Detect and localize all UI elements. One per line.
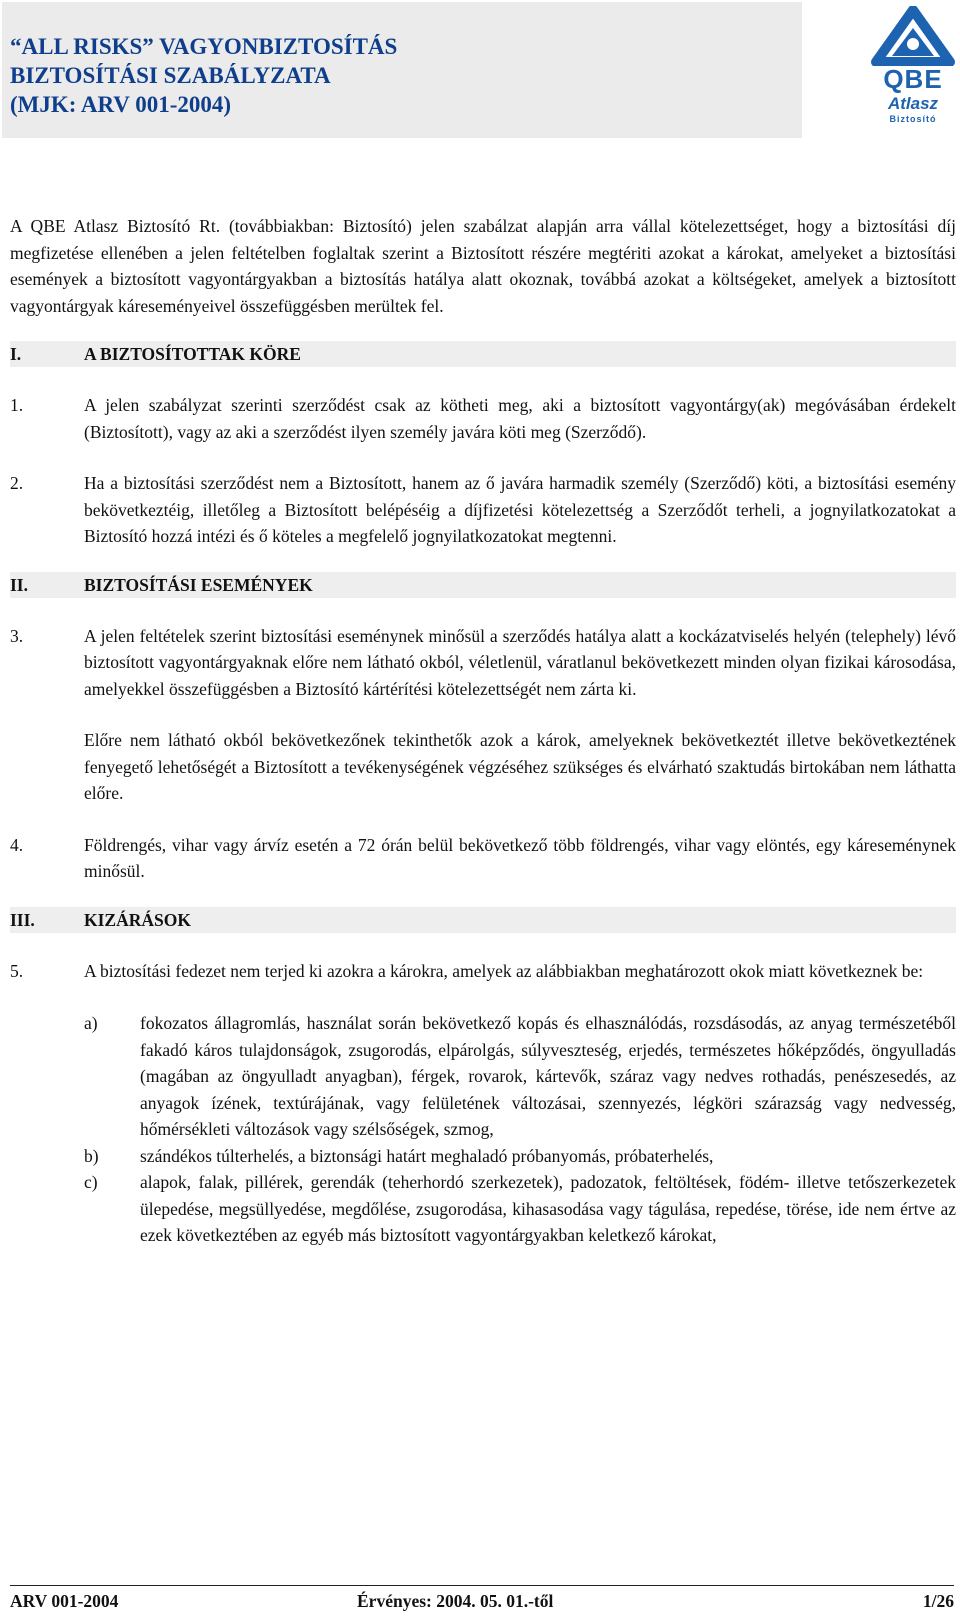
clause-3-continuation <box>10 727 956 807</box>
clause-text: Földrengés, vihar vagy árvíz esetén a 72 órán belül bekövetkező több földrengés, vihar vagy elöntés, egy káreseménynek minősül. <box>84 834 956 881</box>
clause-4 <box>10 832 956 885</box>
section-title: KIZÁRÁSOK <box>84 909 191 930</box>
document-body <box>10 213 956 1249</box>
clause-number: 4. <box>10 834 24 855</box>
section-heading-2 <box>10 572 956 598</box>
footer-document-code: ARV 001-2004 <box>10 1591 119 1611</box>
subclause-letter: a) <box>84 1013 98 1033</box>
subclause-letter: c) <box>84 1172 98 1192</box>
clause-text: Előre nem látható okból bekövetkezőnek tekinthetők azok a károk, amelyeknek bekövetkeztét illetve bekövetkeztének fenyegető lehetőségét a Biztosított a tevékenységének végzéséhez szükséges és elvárható szaktudás birtokában nem láthatta előre. <box>84 730 956 803</box>
subclause-text: szándékos túlterhelés, a biztonsági határt meghaladó próbanyomás, próbaterhelés, <box>140 1145 714 1166</box>
clause-3 <box>10 623 956 703</box>
clause-text: A jelen feltételek szerint biztosítási eseménynek minősül a szerződés hatálya alatt a kockázatviselés helyén (telephely) lévő biztosított vagyontárgyaknak előre nem látható okból, véletlenül, váratlanul bekövetkezett minden olyan fizikai károsodása, amelyekkel összefüggésben a Biztosító kártérítési kötelezettségét nem zárta ki. <box>84 625 956 699</box>
logo-atlasz-text: Atlasz <box>887 94 939 113</box>
section-number: III. <box>10 909 35 930</box>
clause-5 <box>10 958 956 985</box>
section-title: BIZTOSÍTÁSI ESEMÉNYEK <box>84 574 313 595</box>
section-title: A BIZTOSÍTOTTAK KÖRE <box>84 344 301 364</box>
clause-number: 1. <box>10 395 24 415</box>
title-line-3: (MJK: ARV 001-2004) <box>10 92 232 117</box>
subclause-a <box>10 1010 956 1143</box>
section-heading-1 <box>10 341 956 367</box>
subclause-b <box>10 1143 956 1170</box>
subclause-text: fokozatos állagromlás, használat során bekövetkező kopás és elhasználódás, rozsdásodás, az anyag természetéből fakadó káros tulajdonságok, zsugorodás, elpárolgás, súlyveszteség, erjedés, természetes hőképződés, öngyulladás (magában az öngyulladt anyagban), férgek, rovarok, kártevők, száraz vagy nedves rothadás, penészesedés, az anyagok ízének, textúrájának, vagy felületének változásai, szennyezés, légköri szárazság vagy nedvesség, hőmérsékleti változások vagy szélsőségek, szmog, <box>140 1013 956 1139</box>
subclause-c <box>10 1169 956 1249</box>
footer-page-number: 1/26 <box>922 1591 954 1611</box>
footer-validity: Érvényes: 2004. 05. 01.-től <box>357 1591 554 1611</box>
clause-number: 3. <box>10 625 24 646</box>
clause-text: Ha a biztosítási szerződést nem a Biztosított, hanem az ő javára harmadik személy (Szerződő) köti, a biztosítási esemény bekövetkeztéig, illetőleg a Biztosított belépéséig a díjfizetési kötelezettség a Szerződőt terheli, a jognyilatkozatokat a Biztosító hozzá intézi és ő köteles a megfelelő jognyilatkozatokat megtenni. <box>84 473 956 546</box>
title-line-1: “ALL RISKS” VAGYONBIZTOSÍTÁS <box>10 34 398 59</box>
clause-text: A biztosítási fedezet nem terjed ki azokra a károkra, amelyek az alábbiakban meghatározott okok miatt következnek be: <box>84 960 924 981</box>
clause-text: A jelen szabályzat szerinti szerződést csak az kötheti meg, aki a biztosított vagyontárgy(ak) megóvásában érdekelt (Biztosított), vagy az aki a szerződést ilyen személy javára köti meg (Szerződő). <box>84 395 956 442</box>
subclause-text: alapok, falak, pillérek, gerendák (teherhordó szerkezetek), padozatok, feltöltések, födém- illetve tetőszerkezetek ülepedése, megsüllyedése, megdőlése, zsugorodása, kihasasodása vagy tágulása, repedése, törése, ide nem értve az ezek következtében az egyéb más biztosított vagyontárgyakban keletkező károkat, <box>140 1172 956 1245</box>
clause-number: 2. <box>10 473 24 493</box>
intro-paragraph: A QBE Atlasz Biztosító Rt. (továbbiakban: Biztosító) jelen szabálzat alapján arra vállal kötelezettséget, hogy a biztosítási díj megfizetése ellenében a jelen feltételben foglaltak szerint a Biztosított részére megtériti azokat a károkat, amelyeket a biztosítási események a biztosított vagyontárgyakban a biztosítás hatálya alatt okoznak, továbbá azokat a költségeket, amelyek a biztosított vagyontárgyak káreseményeivel összefüggésben merültek fel. <box>10 216 956 316</box>
page-footer <box>10 1585 954 1616</box>
logo-biztosito-text: Biztosító <box>889 114 937 124</box>
qbe-atlasz-logo <box>868 6 958 126</box>
clause-number: 5. <box>10 960 24 981</box>
title-line-2: BIZTOSÍTÁSI SZABÁLYZATA <box>10 63 331 88</box>
subclause-letter: b) <box>84 1145 99 1166</box>
logo-qbe-text: QBE <box>883 64 943 94</box>
clause-1 <box>10 392 956 445</box>
document-title <box>10 32 397 119</box>
section-heading-3 <box>10 907 956 933</box>
qbe-logo-icon <box>868 6 958 66</box>
section-number: I. <box>10 344 22 364</box>
section-number: II. <box>10 574 28 595</box>
clause-2 <box>10 470 956 550</box>
